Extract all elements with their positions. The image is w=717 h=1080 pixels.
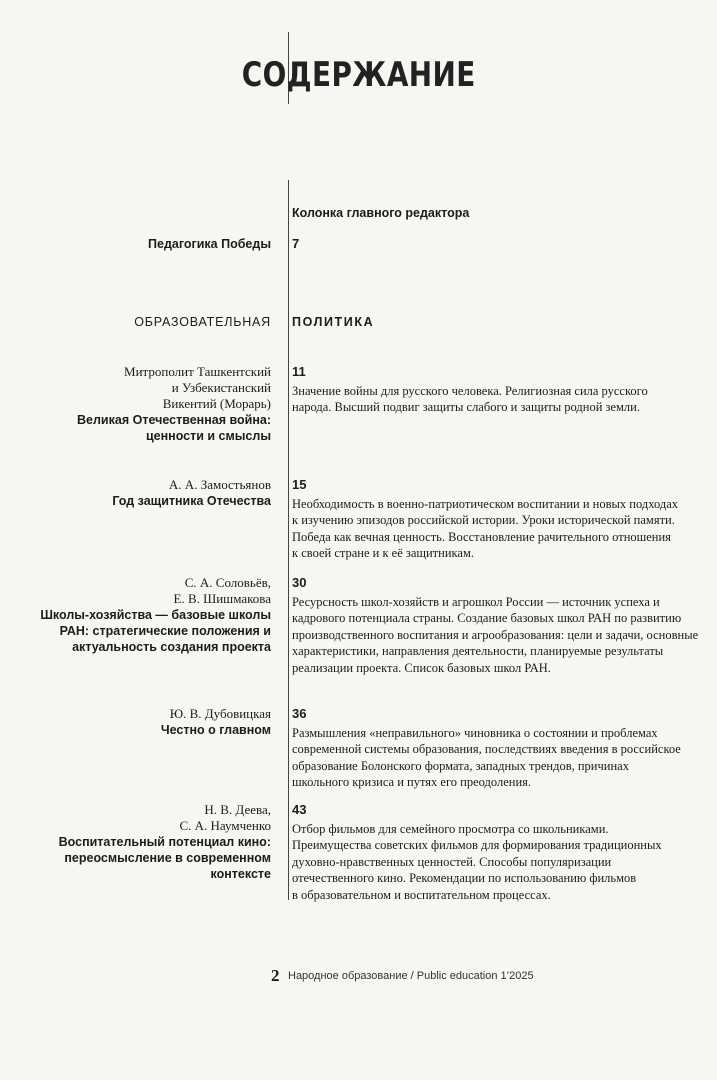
- article-summary: Ресурсность школ-хозяйств и агрошкол России — источник успеха и кадрового потенциала страны. Создание базовых школ РАН по развитию производственного воспитания и агрообразования: цели и задачи, основные характеристики, направления деятельности, планируемые результаты реализации проекта. Список базовых школ РАН.: [292, 594, 699, 675]
- article-2-left: [31, 477, 271, 509]
- article-summary: Необходимость в военно-патриотическом воспитании и новых подходах к изучению эпизодов российской истории. Уроки исторической памяти. Победа как вечная ценность. Восстановление рачительного отношения к своей стране и к её защитникам.: [292, 496, 679, 560]
- article-5-right: [292, 802, 707, 903]
- article-title: Год защитника Отечества: [112, 494, 271, 508]
- article-page: 15: [292, 477, 307, 492]
- article-title: Школы-хозяйства — базовые школы РАН: стратегические положения и актуальность создания проекта: [40, 608, 271, 654]
- article-author: Н. В. Деева, С. А. Наумченко: [179, 802, 271, 833]
- editor-column-page: 7: [292, 236, 300, 251]
- article-author: Ю. В. Дубовицкая: [169, 706, 271, 721]
- column-divider: [288, 180, 289, 900]
- article-title: Воспитательный потенциал кино: переосмысление в современном контексте: [58, 835, 271, 881]
- article-summary: Отбор фильмов для семейного просмотра со школьниками. Преимущества советских фильмов для формирования традиционных духовно-нравственных ценностей. Способы популяризации отечественного кино. Рекомендации по использованию фильмов в образовательном и воспитательном процессах.: [292, 821, 662, 902]
- page-title: СОДЕРЖАНИЕ: [241, 55, 476, 95]
- article-5-left: [31, 802, 271, 882]
- editor-column-page-block: [292, 236, 707, 255]
- article-2-right: [292, 477, 707, 562]
- article-4-left: [31, 706, 271, 738]
- article-author: Митрополит Ташкентский и Узбекистанский Викентий (Морарь): [124, 364, 271, 411]
- footer-text: Народное образование / Public education 1’2025: [288, 970, 534, 982]
- article-title: Честно о главном: [160, 723, 271, 737]
- article-summary: Значение войны для русского человека. Религиозная сила русского народа. Высший подвиг защиты слабого и защиты родной земли.: [292, 383, 648, 414]
- article-1-left: [31, 364, 271, 444]
- section-heading-left: ОБРАЗОВАТЕЛЬНАЯ: [134, 315, 271, 329]
- article-page: 30: [292, 575, 307, 590]
- editor-column-heading-block: [292, 205, 707, 221]
- article-3-right: [292, 575, 707, 676]
- editor-column-title-block: [31, 236, 271, 252]
- editor-column-heading: Колонка главного редактора: [292, 206, 470, 220]
- article-author: С. А. Соловьёв, Е. В. Шишмакова: [173, 575, 271, 606]
- article-1-right: [292, 364, 707, 416]
- article-3-left: [31, 575, 271, 655]
- article-page: 36: [292, 706, 307, 721]
- article-author: А. А. Замостьянов: [168, 477, 271, 492]
- article-page: 11: [292, 364, 306, 379]
- article-page: 43: [292, 802, 307, 817]
- article-4-right: [292, 706, 707, 791]
- article-title: Великая Отечественная война: ценности и смыслы: [77, 413, 271, 443]
- article-summary: Размышления «неправильного» чиновника о состоянии и проблемах современной системы образования, последствиях введения в российское образование Болонского формата, западных трендов, причинах школьного кризиса и путях его преодоления.: [292, 725, 681, 789]
- section-heading-right: ПОЛИТИКА: [292, 315, 375, 329]
- editor-column-title: Педагогика Победы: [148, 237, 271, 251]
- footer-page-number: 2: [271, 966, 280, 985]
